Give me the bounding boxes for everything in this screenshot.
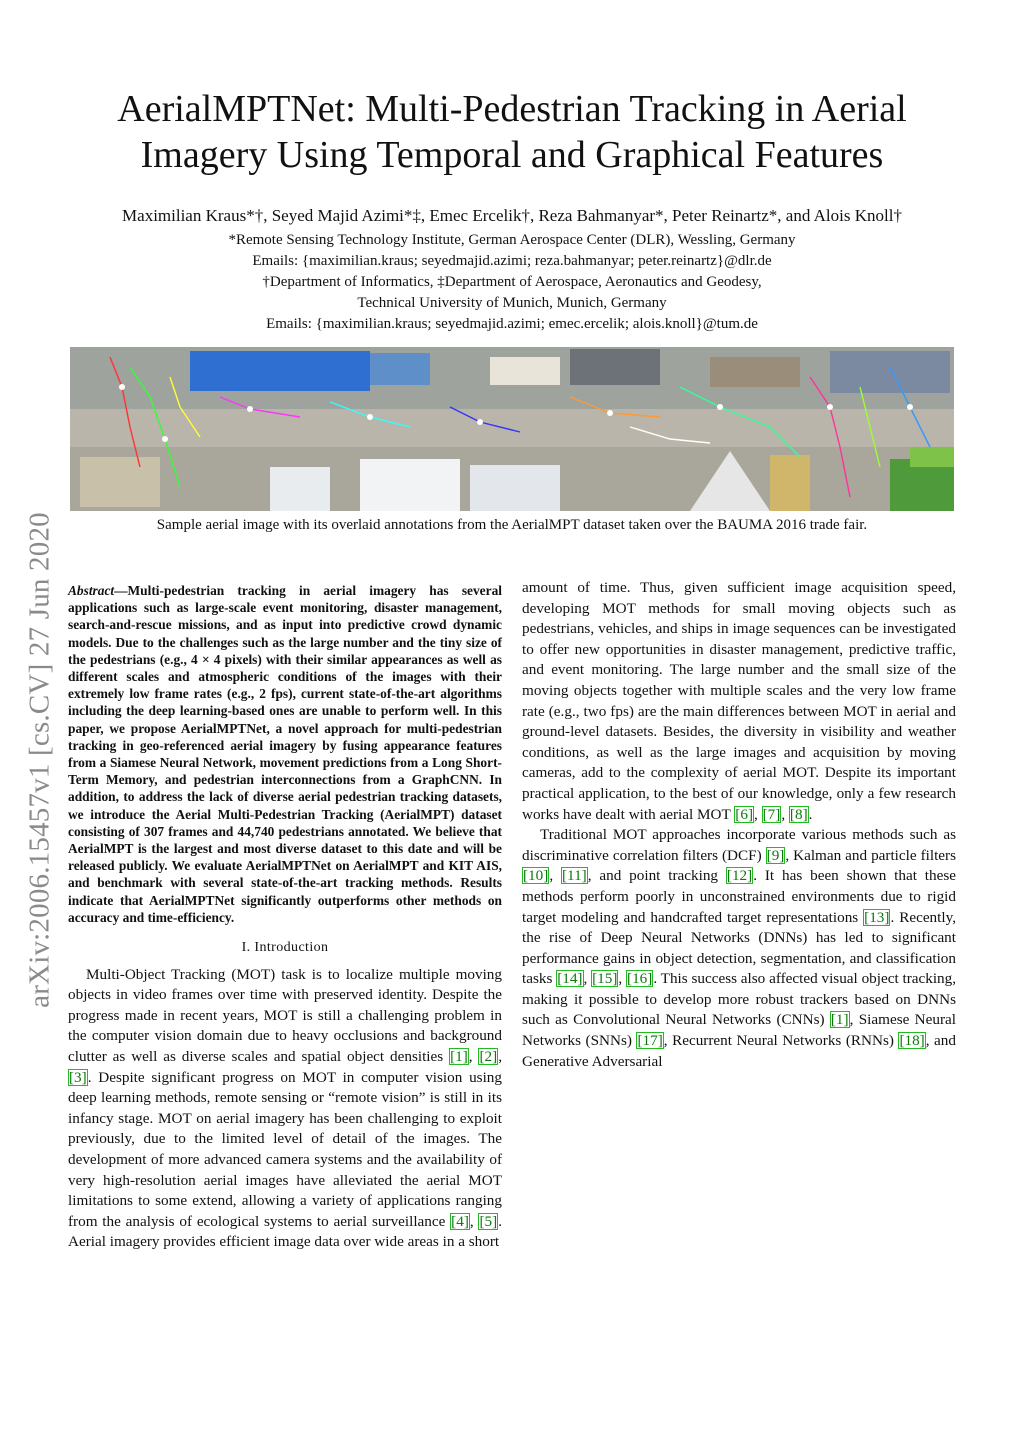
text-run: Multi-Object Tracking (MOT) task is to localize multiple moving objects in video frames over time with preserved identity. Despite the progress made in recent years, MOT is still a challenging problem in the computer vision domain due to heavy occlusions and background clutter as well as diverse scales and spatial object densities: [68, 965, 502, 1066]
aerial-image-figure: [70, 347, 954, 511]
citation-link[interactable]: [17]: [637, 1032, 663, 1050]
text-run: , Recurrent Neural Networks (RNNs): [663, 1032, 899, 1050]
citation-link[interactable]: [14]: [557, 970, 583, 988]
figure-caption: Sample aerial image with its overlaid annotations from the AerialMPT dataset taken over the BAUMA 2016 trade fair.: [156, 517, 868, 533]
intro-paragraph: Multi-Object Tracking (MOT) task is to localize multiple moving objects in video frames over time with preserved identity. Despite the progress made in recent years, MOT is still a challenging problem in the computer vision domain due to heavy occlusions and background clutter as well as diverse scales and spatial object densities [1], [2], [3]. Despite significant progress on MOT in computer vision using deep learning methods, remote sensing or “remote vision” is still in its infancy stage. MOT on aerial imagery has been challenging to exploit previously, due to the limited level of detail of the images. The development of more advanced camera systems and the availability of very high-resolution aerial images have alleviated the aerial MOT limitations to some extend, allowing a variety of applications ranging from the analysis of ecological systems to aerial surveillance [4], [5]. Aerial imagery provides efficient image data over wide areas in a short: [68, 965, 502, 1251]
section-heading: I. Introduction: [241, 940, 329, 956]
aerial-image: [70, 347, 954, 511]
text-run: Traditional MOT approaches incorporate various methods such as discriminative correlation filters (DCF): [522, 826, 956, 864]
citation-link[interactable]: [10]: [523, 867, 549, 885]
affiliations: [60, 230, 964, 335]
citation-link[interactable]: [18]: [899, 1032, 925, 1050]
text-run: . Recently, the rise of Deep Neural Networks (DNNs) has led to significant performance gains in object detection, segmentation, and classification tasks: [522, 908, 956, 988]
author-list: Maximilian Kraus*†, Seyed Majid Azimi*‡, Emec Ercelik†, Reza Bahmanyar*, Peter Reinartz*, and Alois Knoll†: [122, 206, 902, 225]
text-run: . Despite significant progress on MOT in computer vision using deep learning methods, remote sensing or “remote vision” is still in its infancy stage. MOT on aerial imagery has been challenging to exploit previously, due to the limited level of detail of the images. The development of more advanced camera systems and the availability of very high-resolution aerial images have alleviated the aerial MOT limitations to some extend, allowing a variety of applications ranging from the analysis of ecological systems to aerial surveillance: [68, 1068, 502, 1230]
intro-paragraph: Traditional MOT approaches incorporate various methods such as discriminative correlation filters (DCF) [9], Kalman and particle filters [10], [11], and point tracking [12]. It has been shown that these methods perform poorly in unconstrained environments due to rigid target modeling and handcrafted target representations [13]. Recently, the rise of Deep Neural Networks (DNNs) has led to significant performance gains in object detection, segmentation, and classification tasks [14], [15], [16]. This success also affected visual object tracking, making it possible to develop more robust trackers based on DNNs such as Convolutional Neural Networks (CNNs) [1], Siamese Neural Networks (SNNs) [17], Recurrent Neural Networks (RNNs) [18], and Generative Adversarial: [522, 826, 957, 1070]
affiliation-line: Emails: {maximilian.kraus; seyedmajid.azimi; reza.bahmanyar; peter.reinartz}@dlr.de: [252, 253, 772, 269]
text-run: amount of time. Thus, given sufficient image acquisition speed, developing MOT methods for small moving objects such as pedestrians, vehicles, and ships in image sequences can be investigated to offer new opportunities in disaster management, predictive traffic, and event monitoring. The large number and the small size of the moving objects together with multiple scales and the very low frame rate (e.g., two fps) are the main differences between MOT in aerial and ground-level datasets. Besides, the diversity in visibility and weather conditions, as well as the large images and acquisition by moving cameras, add to the complexity of aerial MOT. Despite its important practical application, to the best of our knowledge, only a few research works have dealt with aerial MOT: [522, 579, 956, 823]
affiliation-line: Emails: {maximilian.kraus; seyedmajid.azimi; emec.ercelik; alois.knoll}@tum.de: [266, 316, 758, 332]
citation-link[interactable]: [4]: [451, 1212, 469, 1230]
text-run: . Aerial imagery provides efficient image data over wide areas in a short: [68, 1212, 502, 1251]
right-column: [522, 578, 956, 1072]
paper-title: AerialMPTNet: Multi-Pedestrian Tracking in Aerial Imagery Using Temporal and Graphical Features: [117, 88, 907, 176]
citation-link[interactable]: [6]: [735, 805, 754, 823]
citation-link[interactable]: [13]: [864, 908, 890, 926]
abstract: Abstract—Multi-pedestrian tracking in aerial imagery has several applications such as large-scale event monitoring, disaster management, search-and-rescue missions, and as input into predictive crowd dynamic models. Due to the challenges such as the large number and the tiny size of the pedestrians (e.g., 4 × 4 pixels) with their similar appearances as well as different scales and atmospheric conditions of the images with their extremely low frame rates (e.g., 2 fps), current state-of-the-art algorithms including the deep learning-based ones are unable to perform well. In this paper, we propose AerialMPTNet, a novel approach for multi-pedestrian tracking in geo-referenced aerial imagery by fusing appearance features from a Siamese Neural Network, movement predictions from a Long Short-Term Memory, and pedestrian interconnections from a GraphCNN. In addition, to address the lack of diverse aerial pedestrian tracking datasets, we introduce the Aerial Multi-Pedestrian Tracking (AerialMPT) dataset consisting of 307 frames and 44,740 pedestrians annotated. We believe that AerialMPT is the largest and most diverse dataset to this date and will be released publicly. We evaluate AerialMPTNet on AerialMPT and KIT AIS, and benchmark with several state-of-the-art tracking methods. Results indicate that AerialMPTNet significantly outperforms other methods on accuracy and time-efficiency.: [68, 583, 502, 925]
affiliation-line: †Department of Informatics, ‡Department of Aerospace, Aeronautics and Geodesy,: [262, 274, 762, 290]
text-run: , and Generative Adversarial: [522, 1032, 956, 1070]
citation-link[interactable]: [11]: [561, 867, 587, 885]
citation-link[interactable]: [2]: [479, 1048, 498, 1066]
left-column: [68, 578, 502, 1253]
citation-link[interactable]: [8]: [789, 805, 808, 823]
affiliation-line: Technical University of Munich, Munich, Germany: [357, 295, 667, 311]
citation-link[interactable]: [16]: [627, 970, 653, 988]
abstract-text: Multi-pedestrian tracking in aerial imagery has several applications such as large-scale event monitoring, disaster management, search-and-rescue missions, and as input into predictive crowd dynamic models. Due to the challenges such as the large number and the tiny size of the pedestrians (e.g., 4 × 4 pixels) with their similar appearances as well as different scales and atmospheric conditions of the images with their extremely low frame rates (e.g., 2 fps), current state-of-the-art algorithms including the deep learning-based ones are unable to perform well. In this paper, we propose AerialMPTNet, a novel approach for multi-pedestrian tracking in geo-referenced aerial imagery by fusing appearance features from a Siamese Neural Network, movement predictions from a Long Short-Term Memory, and pedestrian interconnections from a GraphCNN. In addition, to address the lack of diverse aerial pedestrian tracking datasets, we introduce the Aerial Multi-Pedestrian Tracking (AerialMPT) dataset consisting of 307 frames and 44,740 pedestrians annotated. We believe that AerialMPT is the largest and most diverse dataset to this date and will be released publicly. We evaluate AerialMPTNet on AerialMPT and KIT AIS, and benchmark with several state-of-the-art tracking methods. Results indicate that AerialMPTNet significantly outperforms other methods on accuracy and time-efficiency.: [68, 583, 502, 925]
text-run: . This success also affected visual object tracking, making it possible to develop more robust trackers based on DNNs such as Convolutional Neural Networks (CNNs): [522, 970, 957, 1029]
citation-link[interactable]: [7]: [762, 805, 781, 823]
affiliation-line: *Remote Sensing Technology Institute, German Aerospace Center (DLR), Wessling, Germany: [228, 232, 796, 248]
text-run: , Siamese Neural Networks (SNNs): [522, 1011, 956, 1050]
text-run: , and point tracking: [587, 867, 726, 885]
citation-link[interactable]: [15]: [592, 970, 618, 988]
abstract-label: Abstract: [68, 583, 115, 598]
citation-link[interactable]: [1]: [830, 1011, 849, 1029]
citation-link[interactable]: [9]: [766, 846, 785, 864]
arxiv-id: arXiv:2006.15457v1 [cs.CV] 27 Jun 2020: [23, 512, 56, 1008]
citation-link[interactable]: [1]: [450, 1048, 468, 1066]
citation-link[interactable]: [12]: [726, 867, 753, 885]
citation-link[interactable]: [5]: [479, 1212, 498, 1230]
intro-paragraph: amount of time. Thus, given sufficient image acquisition speed, developing MOT methods for small moving objects such as pedestrians, vehicles, and ships in image sequences can be investigated to offer new opportunities in disaster management, predictive traffic, and event monitoring. The large number and the small size of the moving objects together with multiple scales and the very low frame rate (e.g., two fps) are the main differences between MOT in aerial and ground-level datasets. Besides, the diversity in visibility and weather conditions, as well as the large images and acquisition by moving cameras, add to the complexity of aerial MOT. Despite its important practical application, to the best of our knowledge, only a few research works have dealt with aerial MOT [6], [7], [8].: [522, 579, 956, 823]
arxiv-stamp: [20, 460, 60, 1060]
citation-link[interactable]: [3]: [69, 1068, 87, 1086]
text-run: , Kalman and particle filters: [785, 846, 957, 864]
text-run: . It has been shown that these methods perform poorly in unconstrained environments due to rigid target modeling and handcrafted target representations: [522, 867, 956, 926]
